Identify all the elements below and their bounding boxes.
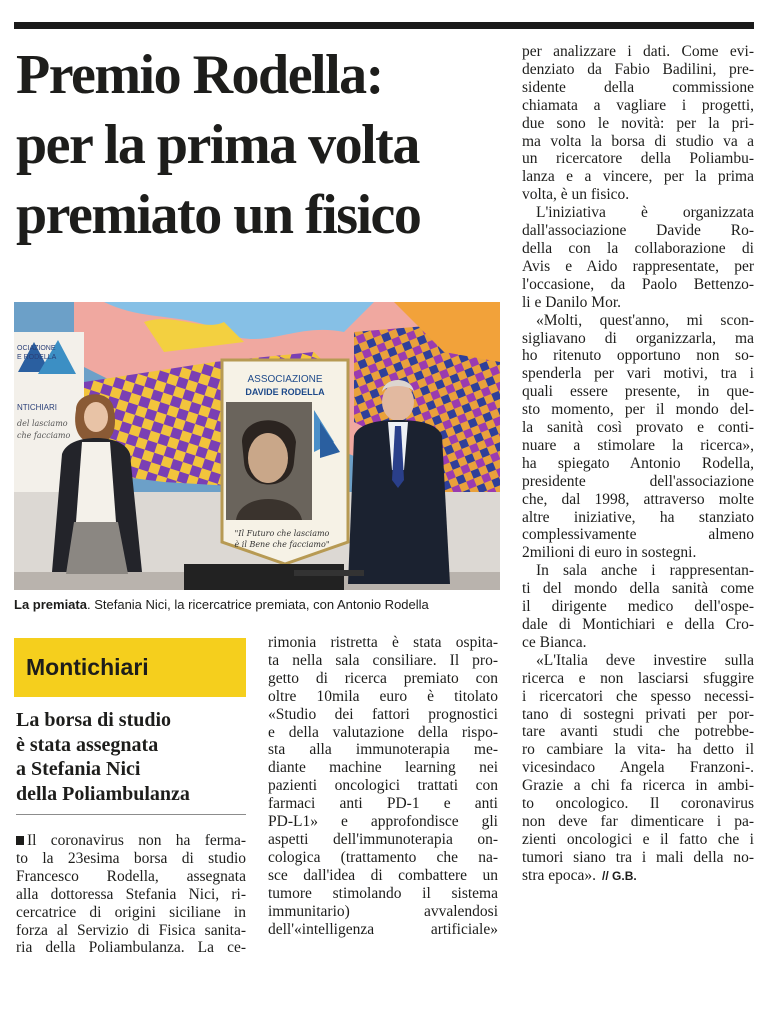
text-line: dale di Montichiari e della Cro- (522, 616, 754, 633)
headline-line: premiato un fisico (16, 184, 421, 246)
text-line: chiamata a vagliare i progetti, (522, 96, 754, 114)
text-line: dall'associazione Davide Ro- (522, 222, 754, 240)
wall-sign-text: del lasciamo (17, 419, 68, 428)
text-line: nuare a stimolare la ricerca», (522, 436, 754, 454)
caption-label: La premiata (14, 597, 87, 612)
text-line: ha spiegato Antonio Rodella, (522, 454, 754, 472)
text-line-content: Il coronavirus non ha ferma- (27, 832, 246, 849)
text-line: L'iniziativa è organizzata (536, 204, 754, 222)
text-line: sta alla immunoterapia me- (268, 741, 498, 759)
banner-motto: è il Bene che facciamo" (234, 540, 330, 549)
text-line: sto momento, per il mondo del- (522, 401, 754, 419)
text-line: vicesindaco Angela Franzoni-. (522, 759, 754, 777)
text-line: tare avanti studi che potrebbe- (522, 723, 754, 741)
text-line: rimonia ristretta è stata ospita- (268, 634, 498, 651)
text-line: cercatrice di origini siciliane in (16, 903, 246, 921)
text-line: e della valutazione della rispo- (268, 723, 498, 741)
text-line: immunitario) avvalendosi (268, 902, 498, 920)
text-line: In sala anche i rappresentan- (536, 562, 754, 580)
text-line: sigliavano di organizzarla, ma (522, 329, 754, 347)
text-line: Avis e Aido rappresentate, per (522, 257, 754, 275)
text-line: per analizzare i dati. Come evi- (522, 43, 754, 60)
text-line: volta, è un fisico. (522, 186, 630, 204)
text-line: zienti oncologici e il fatto che i (522, 830, 754, 848)
text-line: dell'«intelligenza artificiale» (268, 920, 498, 938)
article-photo (14, 302, 500, 590)
text-line: farmaci anti PD-1 e anti (268, 795, 498, 813)
subheadline-line: è stata assegnata (16, 733, 159, 756)
text-line: li e Danilo Mor. (522, 293, 622, 311)
text-line: getto di ricerca premiato con (268, 669, 498, 687)
headline-line: Premio Rodella: (16, 44, 383, 106)
wall-sign-text: che facciamo (17, 431, 71, 440)
text-line: ta nella sala consiliare. Il pro- (268, 651, 498, 669)
text-line: diante machine learning nei (268, 759, 498, 777)
text-line: denziato da Fabio Badilini, pre- (522, 60, 754, 78)
banner-title: ASSOCIAZIONE (247, 374, 323, 385)
article-column-2 (268, 634, 498, 938)
location-tag (14, 638, 246, 697)
text-line: «Molti, quest'anno, mi scon- (536, 311, 754, 329)
banner (222, 360, 348, 564)
text-line: il dirigente medico dell'ospe- (522, 598, 754, 616)
text-line: ro cambiare la vita- ha detto il (522, 741, 754, 759)
subheadline-line: a Stefania Nici (16, 758, 141, 780)
text-line: forza al Servizio di Fisica sanita- (16, 921, 246, 939)
wall-sign-text: E RODELLA (17, 354, 57, 361)
text-line: Francesco Rodella, assegnata (16, 867, 246, 885)
wall-sign-text: NTICHIARI (17, 403, 57, 412)
text-line: che, dal 1998, attraverso molte (522, 490, 754, 508)
text-line: della con la collaborazione di (522, 239, 754, 257)
article-column-3 (522, 43, 754, 886)
text-line: aspetti dell'immunoterapia on- (268, 830, 498, 848)
text-line: sidente della commissione (522, 78, 754, 96)
subhead-rule (16, 814, 246, 815)
text-line: ho ritenuto opportuno non so- (522, 347, 754, 365)
headline-line: per la prima volta (16, 114, 419, 176)
text-line: sce dall'idea di combattere un (268, 866, 498, 884)
text-line (16, 832, 246, 850)
text-line: lanza e a vincere, per la prima (522, 168, 754, 186)
text-line: alla dottoressa Stefania Nici, ri- (16, 885, 246, 903)
text-line: presidente dell'associazione (522, 472, 754, 490)
text-line: pazienti oncologici trattati con (268, 777, 498, 795)
text-line: ria della Poliambulanza. La ce- (16, 939, 246, 957)
text-line: to la 23esima borsa di studio (16, 849, 246, 867)
text-line: spenderla per vari motivi, tra i (522, 365, 754, 383)
location-tag-label: Montichiari (26, 654, 149, 680)
author-signature: // G.B. (602, 868, 637, 883)
text-line: tumori siano tra i mali della no- (522, 848, 754, 866)
subheadline-line: della Poliambulanza (16, 782, 190, 805)
text-line: non deve far dimenticare i pa- (522, 812, 754, 830)
square-bullet-icon (16, 836, 24, 845)
text-line: cologica (trattamento che na- (268, 848, 498, 866)
headline (16, 40, 496, 250)
banner-motto: "Il Futuro che lasciamo (234, 529, 330, 538)
text-line: stra epoca». // G.B. (522, 866, 637, 884)
text-line: to oncologico. Il coronavirus (522, 795, 754, 813)
subheadline-line: La borsa di studio (16, 709, 172, 731)
caption-text: . Stefania Nici, la ricercatrice premiata, con Antonio Rodella (86, 597, 429, 612)
text-line: PD-L1» e approfondisce gli (268, 813, 498, 831)
text-line: ma volta la borsa di studio va a (522, 132, 754, 150)
banner-title: DAVIDE RODELLA (245, 387, 325, 397)
article-column-1 (16, 832, 246, 957)
top-rule (14, 22, 754, 29)
text-line: «L'Italia deve investire sulla (536, 651, 754, 669)
text-line: ti del mondo della sanità come (522, 580, 754, 598)
text-line: «Studio dei fattori prognostici (268, 705, 498, 723)
text-line: Grazie a chi fa ricerca in ambi- (522, 777, 754, 795)
wall-sign-text: OCIAZIONE (17, 345, 56, 352)
text-line: complessivamente almeno (522, 526, 754, 544)
text-line: ce Bianca. (522, 633, 587, 651)
text-line: tumore stimolando il sistema (268, 884, 498, 902)
text-line: altre iniziative, ha stanziato (522, 508, 754, 526)
text-line: l'occasione, da Paolo Bettenzo- (522, 275, 754, 293)
photo-caption (14, 597, 500, 613)
text-line: i ricercatori che spesso necessi- (522, 687, 754, 705)
subheadline (16, 708, 248, 806)
text-line: tano di sostegni privati per por- (522, 705, 754, 723)
text-line: oltre 10mila euro è titolato (268, 687, 498, 705)
text-line: 2milioni di euro in sostegni. (522, 544, 697, 562)
text-line: un ricercatore della Poliambu- (522, 150, 754, 168)
text-line: due sono le novità: per la pri- (522, 114, 754, 132)
text-line: quali essere presente, in que- (522, 383, 754, 401)
text-line: ricerca e non lasciarsi sfuggire (522, 669, 754, 687)
text-line: la sanità così provato e conti- (522, 419, 754, 437)
